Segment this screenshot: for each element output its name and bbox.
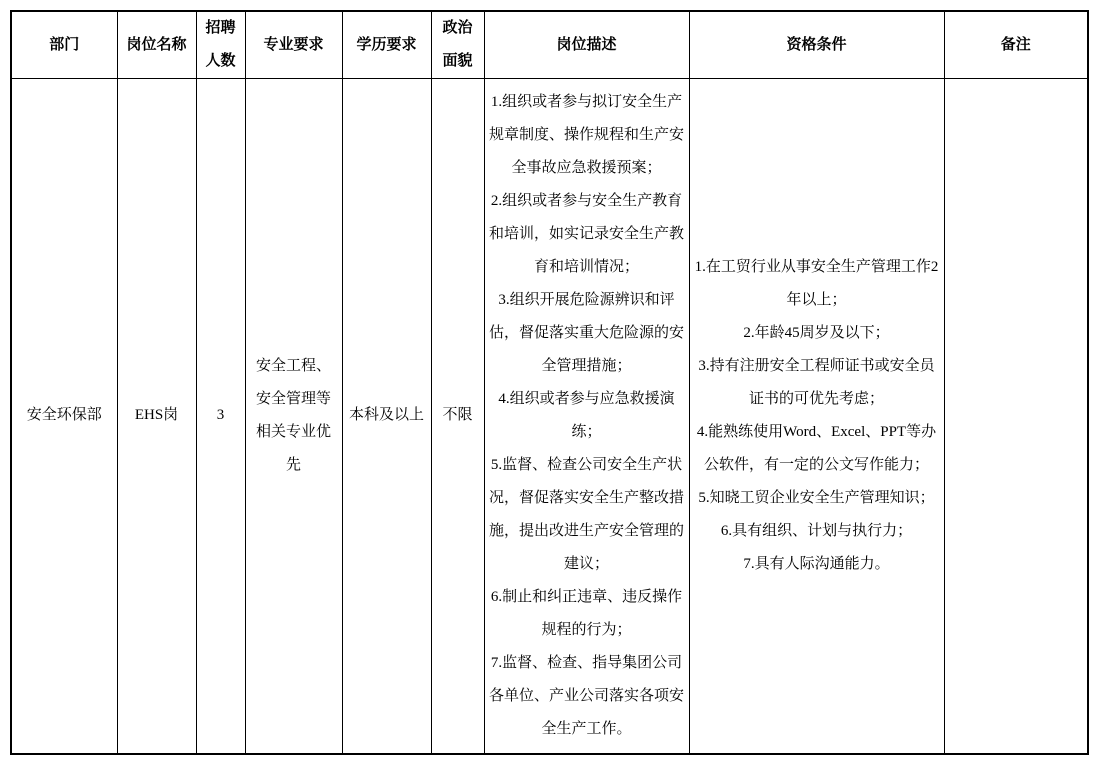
table-row	[11, 79, 1088, 754]
cell-department: 安全环保部	[11, 79, 117, 754]
cell-major: 安全工程、安全管理等相关专业优先	[245, 79, 342, 754]
cell-position: EHS岗	[117, 79, 196, 754]
header-cell-qualifications: 资格条件	[689, 11, 944, 79]
header-cell-description: 岗位描述	[484, 11, 689, 79]
table-header-row	[11, 11, 1088, 79]
header-cell-department: 部门	[11, 11, 117, 79]
header-cell-remark: 备注	[944, 11, 1088, 79]
header-cell-headcount: 招聘人数	[196, 11, 245, 79]
cell-description: 1.组织或者参与拟订安全生产规章制度、操作规程和生产安全事故应急救援预案； 2.组织或者参与安全生产教育和培训，如实记录安全生产教育和培训情况； 3.组织开展危险源辨识和评估，督促落实重大危险源的安全管理措施； 4.组织或者参与应急救援演练； 5.监督、检查公司安全生产状况，督促落实安全生产整改措施，提出改进生产安全管理的建议； 6.制止和纠正违章、违反操作规程的行为； 7.监督、检查、指导集团公司各单位、产业公司落实各项安全生产工作。	[484, 79, 689, 754]
cell-political: 不限	[431, 79, 484, 754]
header-cell-position: 岗位名称	[117, 11, 196, 79]
recruitment-table	[10, 10, 1089, 755]
cell-education: 本科及以上	[342, 79, 431, 754]
header-cell-political: 政治面貌	[431, 11, 484, 79]
cell-remark	[944, 79, 1088, 754]
cell-qualifications: 1.在工贸行业从事安全生产管理工作2年以上； 2.年龄45周岁及以下； 3.持有注册安全工程师证书或安全员证书的可优先考虑； 4.能熟练使用Word、Excel、PPT等办公软件，有一定的公文写作能力； 5.知晓工贸企业安全生产管理知识； 6.具有组织、计划与执行力； 7.具有人际沟通能力。	[689, 79, 944, 754]
cell-headcount: 3	[196, 79, 245, 754]
header-cell-education: 学历要求	[342, 11, 431, 79]
header-cell-major: 专业要求	[245, 11, 342, 79]
